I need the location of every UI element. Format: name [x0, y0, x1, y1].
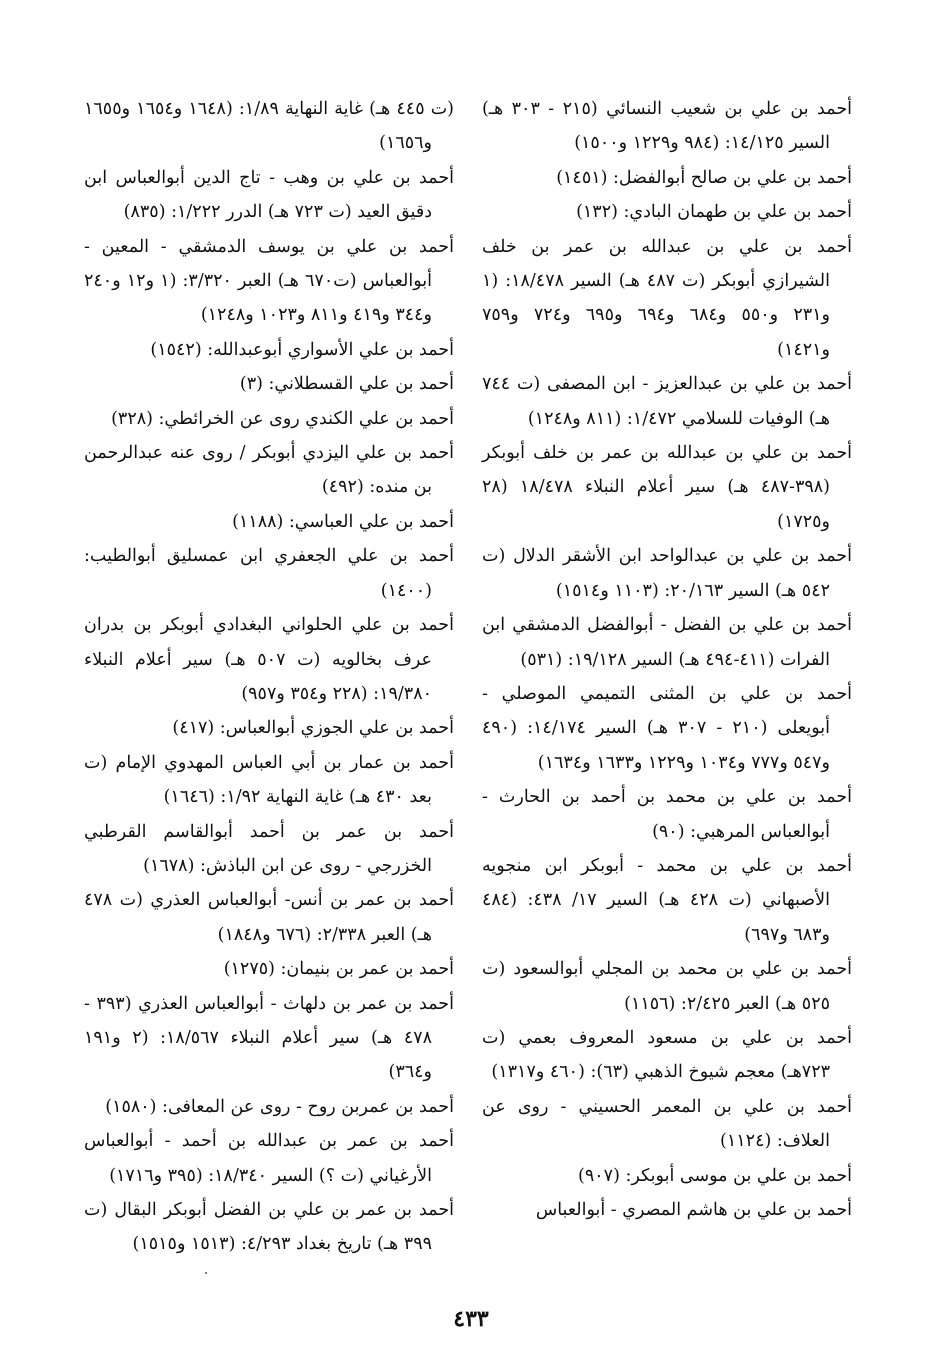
index-entry: أحمد بن علي بن عبدالواحد ابن الأشقر الدلال (ت ٥٤٢ هـ) السير ٢٠/١٦٣: (١١٠٣ و١٥١٤): [482, 546, 852, 601]
index-entry: أحمد بن علي بن عبدالله بن عمر بن خلف الشيرازي أبوبكر (ت ٤٨٧ هـ) السير ١٨/٤٧٨: (١ و٢٣١ و٥٥٠ و٦٨٤ و٦٩٤ و٦٩٥ و٧٢٤ و٧٥٩ و١٤٢١): [482, 236, 852, 360]
index-entry: أحمد بن علي بن طهمان البادي: (١٣٢): [576, 202, 852, 223]
index-entry: أحمد بن عمر بن دلهاث - أبوالعباس العذري (٣٩٣ - ٤٧٨ هـ) سير أعلام النبلاء ١٨/٥٦٧: (٢ و١٩١ و٣٦٤): [84, 993, 454, 1083]
index-entry: أحمد بن علي بن مسعود المعروف بعمي (ت ٧٢٣هـ) معجم شيوخ الذهبي (٦٣): (٤٦٠ و١٣١٧): [482, 1027, 852, 1083]
index-entry: أحمد بن علي بن عبدالله بن عمر بن خلف أبوبكر (٣٩٨-٤٨٧ هـ) سير أعلام النبلاء ١٨/٤٧٨ (٢٨ و١٧٢٥): [482, 443, 852, 532]
index-entry: أحمد بن علي بن شعيب النسائي (٢١٥ - ٣٠٣ هـ) السير ١٤/١٢٥: (٩٨٤ و١٢٢٩ و١٥٠٠): [482, 99, 852, 154]
index-entry: أحمد بن عمر بن علي بن الفضل أبوبكر البقال (ت ٣٩٩ هـ) تاريخ بغداد ٤/٢٩٣: (١٥١٣ و١٥١٥): [84, 1200, 454, 1255]
index-entry: أحمد بن علي بن صالح أبوالفضل: (١٤٥١): [556, 167, 852, 188]
index-entry: أحمد بن علي الحلواني البغدادي أبوبكر بن بدران عرف بخالويه (ت ٥٠٧ هـ) سير أعلام النبلاء ١٩/٣٨٠: (٢٢٨ و٣٥٤ و٩٥٧): [84, 615, 454, 704]
index-entry: أحمد بن علي بن يوسف الدمشقي - المعين - أبوالعباس (ت٦٧٠ هـ) العبر ٣/٣٢٠: (١ و١٢ و٢٤٠ و٣٤٤ و٤١٩ و٨١١ و١٠٢٣ و١٢٤٨): [84, 236, 454, 326]
index-entry: أحمد بن عمربن روح - روى عن المعافى: (١٥٨٠): [105, 1096, 454, 1117]
index-entry: أحمد بن علي الجوزي أبوالعباس: (٤١٧): [172, 718, 454, 739]
index-entry: أحمد بن علي بن محمد بن المجلي أبوالسعود (ت ٥٢٥ هـ) العبر ٢/٤٢٥: (١١٥٦): [482, 959, 852, 1014]
index-entry: أحمد بن علي بن موسى أبوبكر: (٩٠٧): [578, 1165, 852, 1186]
index-entry: أحمد بن علي بن محمد - أبوبكر ابن منجويه الأصبهاني (ت ٤٢٨ هـ) السير ١٧/ ٤٣٨: (٤٨٤ و٦٨٣ و٦٩٧): [482, 855, 852, 945]
index-entry: أحمد بن علي العباسي: (١١٨٨): [232, 511, 454, 532]
index-entry: أحمد بن علي بن عبدالعزيز - ابن المصفى (ت ٧٤٤ هـ) الوفيات للسلامي ١/٤٧٢: (٨١١ و١٢٤٨): [482, 374, 852, 429]
index-entry: أحمد بن علي الأسواري أبوعبدالله: (١٥٤٢): [150, 339, 454, 360]
index-entry: أحمد بن علي الجعفري ابن عمسليق أبوالطيب: (١٤٠٠): [84, 546, 454, 601]
index-entry: أحمد بن علي بن محمد بن أحمد بن الحارث - أبوالعباس المرهبي: (٩٠): [482, 787, 852, 842]
index-entry: أحمد بن عمر بن عبدالله بن أحمد - أبوالعباس الأرغياني (ت ؟) السير ١٨/٣٤٠: (٣٩٥ و١٧١٦): [84, 1131, 454, 1186]
left-column: [84, 92, 454, 1262]
index-entry: أحمد بن عمار بن أبي العباس المهدوي الإمام (ت بعد ٤٣٠ هـ) غاية النهاية ١/٩٢: (١٦٤٦): [84, 752, 454, 808]
index-entry: أحمد بن علي بن المعمر الحسيني - روى عن العلاف: (١١٢٤): [482, 1096, 852, 1152]
page-number: ٤٣٣: [453, 1306, 489, 1332]
index-entry: أحمد بن علي القسطلاني: (٣): [239, 374, 454, 395]
scan-speck: [205, 1272, 207, 1274]
index-entry: (ت ٤٤٥ هـ) غاية النهاية ١/٨٩: (١٦٤٨ و١٦٥٤ و١٦٥٥ و١٦٥٦): [84, 99, 455, 154]
index-entry: أحمد بن عمر بن بنيمان: (١٢٧٥): [223, 959, 454, 980]
index-entry: أحمد بن علي اليزدي أبوبكر / روى عنه عبدالرحمن بن منده: (٤٩٢): [84, 443, 454, 498]
index-entry: أحمد بن علي بن هاشم المصري - أبوالعباس: [535, 1200, 852, 1220]
index-entry: أحمد بن علي بن الفضل - أبوالفضل الدمشقي ابن الفرات (٤١١-٤٩٤ هـ) السير ١٩/١٢٨: (٥٣١): [482, 615, 852, 670]
index-entry: أحمد بن عمر بن أحمد أبوالقاسم القرطبي الخزرجي - روى عن ابن الباذش: (١٦٧٨): [84, 821, 454, 876]
index-entry: أحمد بن علي بن المثنى التميمي الموصلي - أبويعلى (٢١٠ - ٣٠٧ هـ) السير ١٤/١٧٤: (٤٩٠ و٥٤٧ و٧٧٧ و١٠٣٤ و١٢٢٩ و١٦٣٣ و١٦٣٤): [482, 683, 852, 773]
index-entry: أحمد بن علي بن وهب - تاج الدين أبوالعباس ابن دقيق العيد (ت ٧٢٣ هـ) الدرر ١/٢٢٢: (٨٣٥): [84, 167, 454, 223]
right-column: [482, 92, 852, 1227]
index-entry: أحمد بن عمر بن أنس- أبوالعباس العذري (ت ٤٧٨ هـ) العبر ٢/٣٣٨: (٦٧٦ و١٨٤٨): [84, 890, 454, 945]
index-entry: أحمد بن علي الكندي روى عن الخرائطي: (٣٢٨): [111, 408, 454, 429]
